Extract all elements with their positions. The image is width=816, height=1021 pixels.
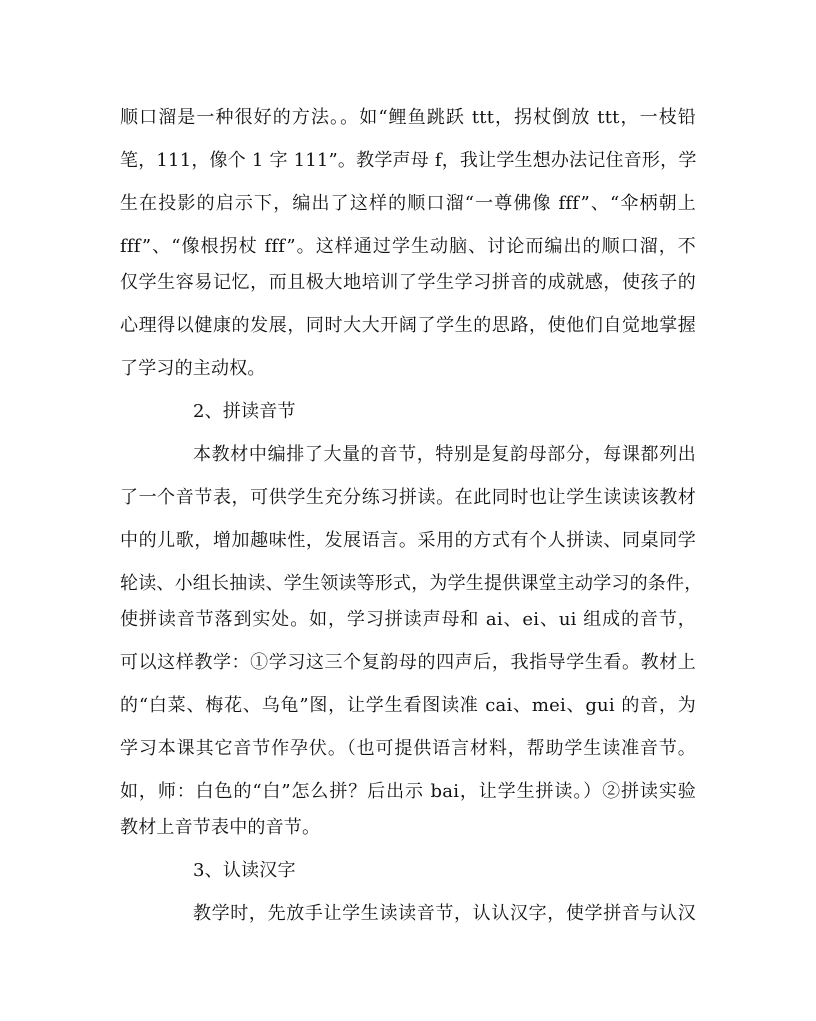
paragraph-first-line: 教学时，先放手让学生读读音节，认认汉字，使学拼音与认汉 — [193, 903, 696, 924]
body-text-line: 中的儿歌，增加趣味性，发展语言。采用的方式有个人拼读、同桌同学 — [120, 530, 696, 551]
section-heading: 2、拼读音节 — [193, 401, 296, 422]
paragraph-last-line: 了学习的主动权。 — [120, 358, 266, 379]
body-text-line: 可以这样教学：①学习这三个复韵母的四声后，我指导学生看。教材上 — [120, 652, 696, 673]
body-text-line: fff”、“像根拐杖 fff”。这样通过学生动脑、讨论而编出的顺口溜，不 — [120, 236, 696, 257]
body-text-line: 心理得以健康的发展，同时大大开阔了学生的思路，使他们自觉地掌握 — [120, 315, 696, 336]
body-text-line: 如，师：白色的“白”怎么拼？后出示 bai，让学生拼读。）②拼读实验 — [120, 781, 696, 802]
body-text-line: 仅学生容易记忆，而且极大地培训了学生学习拼音的成就感，使孩子的 — [120, 272, 696, 293]
body-text-line: 笔，111，像个 1 字 111”。教学声母 f，我让学生想办法记住音形，学 — [120, 150, 697, 171]
paragraph-last-line: 教材上音节表中的音节。 — [120, 817, 321, 838]
body-text-line: 了一个音节表，可供学生充分练习拼读。在此同时也让学生读读该教材 — [120, 487, 696, 508]
body-text-line: 生在投影的启示下，编出了这样的顺口溜“一尊佛像 fff”、“伞柄朝上 — [120, 193, 696, 214]
body-text-line: 使拼读音节落到实处。如，学习拼读声母和 ai、ei、ui 组成的音节， — [120, 609, 696, 630]
paragraph-first-line: 本教材中编排了大量的音节，特别是复韵母部分，每课都列出 — [193, 444, 696, 465]
body-text-line: 学习本课其它音节作孕伏。（也可提供语言材料，帮助学生读准音节。 — [120, 738, 696, 759]
section-heading: 3、认读汉字 — [193, 860, 296, 881]
body-text-line: 的“白菜、梅花、乌龟”图，让学生看图读准 cai、mei、gui 的音，为 — [120, 695, 696, 716]
body-text-line: 顺口溜是一种很好的方法。。如“鲤鱼跳跃 ttt，拐杖倒放 ttt，一枝铅 — [120, 107, 696, 128]
body-text-line: 轮读、小组长抽读、学生领读等形式，为学生提供课堂主动学习的条件， — [120, 573, 703, 594]
